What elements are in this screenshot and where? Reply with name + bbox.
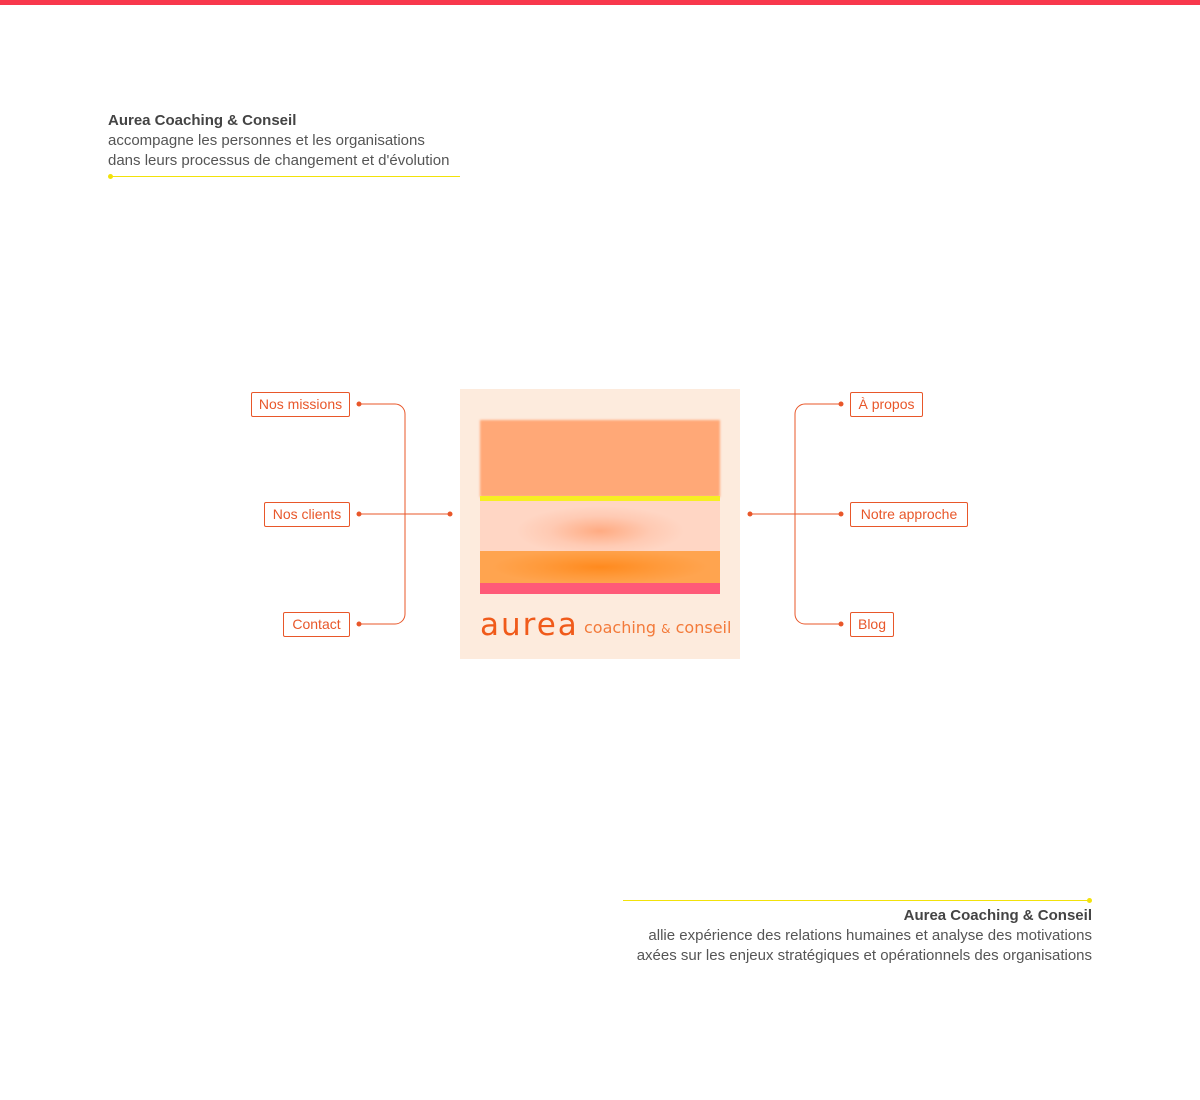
nav-nos-missions[interactable]: Nos missions xyxy=(251,392,350,417)
logo-tagline-conseil: conseil xyxy=(675,618,732,637)
intro-bottom xyxy=(612,906,1092,966)
logo-band-peach xyxy=(480,501,720,551)
intro-top-line-1: accompagne les personnes et les organisations xyxy=(108,132,425,149)
intro-bottom-rule xyxy=(623,900,1089,901)
logo-tagline xyxy=(584,618,731,637)
connector-dot xyxy=(839,622,844,627)
intro-bottom-rule-dot xyxy=(1087,898,1092,903)
connector-dot xyxy=(357,512,362,517)
intro-top-line-2: dans leurs processus de changement et d'évolution xyxy=(108,152,450,169)
top-accent-bar xyxy=(0,0,1200,5)
intro-bottom-title: Aurea Coaching & Conseil xyxy=(903,907,1092,924)
connector-dot xyxy=(839,402,844,407)
left-connector-bracket xyxy=(359,404,405,624)
nav-nos-clients[interactable]: Nos clients xyxy=(264,502,350,527)
intro-top-title: Aurea Coaching & Conseil xyxy=(108,112,297,129)
intro-bottom-line-1: allie expérience des relations humaines et analyse des motivations xyxy=(648,927,1092,944)
logo-band-orange xyxy=(480,420,720,497)
connector-dot xyxy=(357,402,362,407)
logo-tagline-amp: & xyxy=(661,622,671,636)
intro-top-rule xyxy=(110,176,460,177)
logo-band-pink xyxy=(480,583,720,594)
nav-blog[interactable]: Blog xyxy=(850,612,894,637)
aurea-logo[interactable] xyxy=(460,389,740,659)
intro-top xyxy=(108,111,468,171)
right-connector-bracket xyxy=(795,404,841,624)
logo-tagline-coaching: coaching xyxy=(584,618,657,637)
nav-contact[interactable]: Contact xyxy=(283,612,350,637)
connector-dot xyxy=(448,512,453,517)
connector-dot xyxy=(357,622,362,627)
connector-dot xyxy=(839,512,844,517)
intro-top-rule-dot xyxy=(108,174,113,179)
intro-bottom-line-2: axées sur les enjeux stratégiques et opérationnels des organisations xyxy=(636,947,1092,964)
nav-notre-approche[interactable]: Notre approche xyxy=(850,502,968,527)
logo-wordmark: aurea xyxy=(480,607,579,643)
logo-band-deep-orange xyxy=(480,551,720,583)
connector-dot xyxy=(748,512,753,517)
nav-a-propos[interactable]: À propos xyxy=(850,392,923,417)
